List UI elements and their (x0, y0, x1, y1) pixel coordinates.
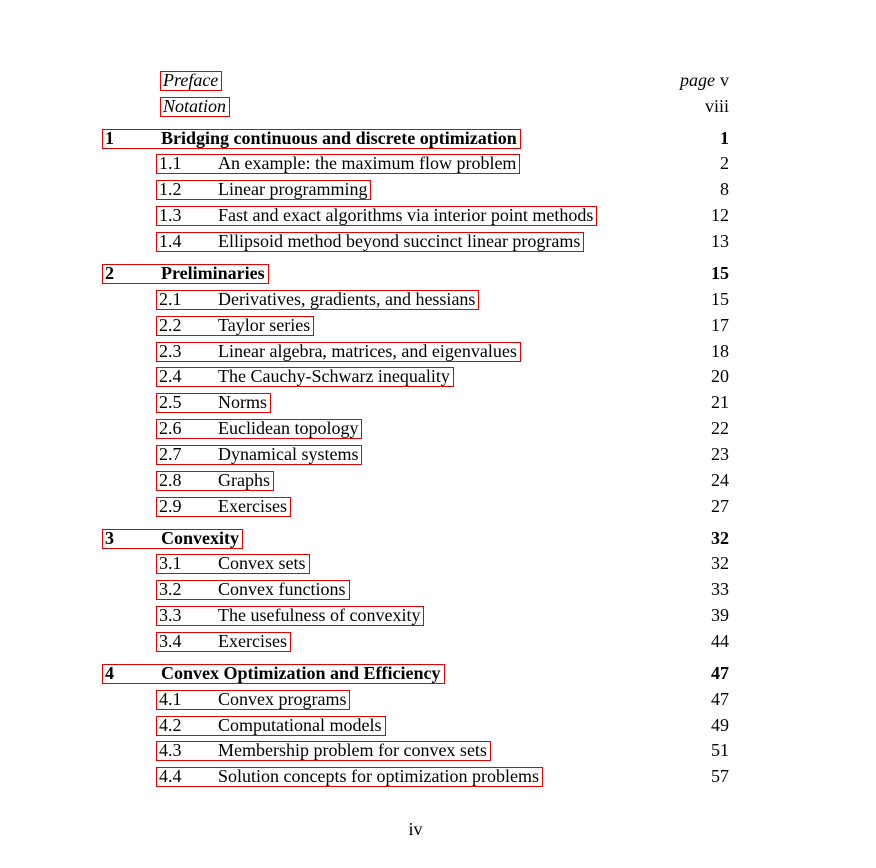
toc-entry-chapter-2 (102, 263, 729, 289)
page-number-value: v (720, 70, 729, 90)
page-number (711, 496, 729, 517)
section-number: 3.1 (159, 553, 182, 574)
page-number (711, 766, 729, 787)
section-title: Fast and exact algorithms via interior point methods (218, 205, 594, 226)
section-number: 2.7 (159, 444, 182, 465)
section-title: Computational models (218, 714, 382, 735)
toc-entry-label: Preface (163, 70, 219, 90)
chapter-title: Preliminaries (161, 262, 265, 283)
page-number-value: 32 (711, 527, 729, 548)
section-title: The usefulness of convexity (218, 605, 421, 626)
section-number: 2.4 (159, 366, 182, 387)
page-number-value: 39 (711, 605, 729, 626)
section-number: 4.2 (159, 714, 182, 735)
chapter-number: 1 (105, 127, 114, 148)
toc-link-section-3.4[interactable] (156, 632, 291, 652)
toc-entry-section-2.4 (102, 366, 729, 392)
section-title: Euclidean topology (218, 418, 359, 439)
section-number: 1.1 (159, 153, 182, 174)
toc-link-section-2.1[interactable] (156, 290, 479, 310)
section-number: 3.2 (159, 579, 182, 600)
chapter-number: 2 (105, 262, 114, 283)
section-number: 2.5 (159, 392, 182, 413)
section-title: Norms (218, 392, 267, 413)
page-number-value: 57 (711, 766, 729, 787)
page-number-value: 1 (720, 127, 729, 148)
toc-entry-section-3.3 (102, 605, 729, 631)
toc-entry-section-1.3 (102, 205, 729, 231)
toc-entry-section-2.7 (102, 444, 729, 470)
page-number-value: 20 (711, 366, 729, 387)
toc-link-notation[interactable] (160, 97, 230, 117)
section-title: Graphs (218, 469, 270, 490)
page-number (711, 579, 729, 600)
page-number (711, 605, 729, 626)
toc-link-section-2.9[interactable] (156, 497, 291, 517)
toc-entry-section-4.2 (102, 715, 729, 741)
section-number: 3.3 (159, 605, 182, 626)
toc-entry-section-2.1 (102, 289, 729, 315)
toc-link-section-2.7[interactable] (156, 445, 362, 465)
chapter-title: Bridging continuous and discrete optimization (161, 127, 517, 148)
toc-entry-label: Notation (163, 95, 227, 116)
section-number: 3.4 (159, 631, 182, 652)
page-word-label: page (680, 70, 715, 90)
section-number: 2.9 (159, 495, 182, 516)
section-number: 2.8 (159, 469, 182, 490)
toc-link-section-4.3[interactable] (156, 741, 491, 761)
section-number: 1.3 (159, 205, 182, 226)
toc-link-preface[interactable] (160, 71, 222, 91)
page-number-value: 27 (711, 495, 729, 516)
page-number-value: 23 (711, 444, 729, 465)
page-number (720, 128, 729, 149)
toc-link-section-2.2[interactable] (156, 316, 314, 336)
page-number-value: 24 (711, 469, 729, 490)
toc-link-section-2.8[interactable] (156, 471, 274, 491)
section-number: 2.3 (159, 340, 182, 361)
chapter-number: 4 (105, 662, 114, 683)
section-title: Linear algebra, matrices, and eigenvalues (218, 340, 517, 361)
toc-link-section-1.1[interactable] (156, 154, 520, 174)
toc-link-chapter-1[interactable] (102, 129, 521, 149)
section-title: Ellipsoid method beyond succinct linear programs (218, 231, 581, 252)
toc-link-section-2.6[interactable] (156, 419, 362, 439)
toc-link-section-4.2[interactable] (156, 716, 386, 736)
page-number (711, 528, 729, 549)
page-number (711, 205, 729, 226)
page-number-value: 8 (720, 179, 729, 200)
toc-entry-section-2.8 (102, 470, 729, 496)
page-number (711, 341, 729, 362)
page-folio: iv (408, 819, 423, 839)
toc-link-section-1.3[interactable] (156, 206, 597, 226)
toc-entry-section-1.2 (102, 179, 729, 205)
page-number (711, 631, 729, 652)
toc-entry-section-1.4 (102, 231, 729, 257)
toc-entry-section-2.6 (102, 418, 729, 444)
toc-link-section-3.2[interactable] (156, 580, 350, 600)
table-of-contents (102, 70, 729, 792)
section-title: Dynamical systems (218, 444, 359, 465)
section-number: 2.2 (159, 314, 182, 335)
toc-link-chapter-2[interactable] (102, 264, 269, 284)
page-number-value: 15 (711, 288, 729, 309)
section-title: Exercises (218, 631, 287, 652)
page-number (680, 70, 729, 91)
toc-link-section-1.4[interactable] (156, 232, 584, 252)
section-title: Linear programming (218, 179, 368, 200)
toc-entry-section-3.2 (102, 579, 729, 605)
section-number: 2.6 (159, 418, 182, 439)
section-title: Membership problem for convex sets (218, 740, 487, 761)
toc-entry-section-2.5 (102, 392, 729, 418)
section-title: An example: the maximum flow problem (218, 153, 517, 174)
page-number-value: 47 (711, 662, 729, 683)
chapter-number: 3 (105, 527, 114, 548)
page-number (720, 153, 729, 174)
toc-link-section-2.4[interactable] (156, 367, 454, 387)
page-number-value: 2 (720, 153, 729, 174)
toc-entry-section-1.1 (102, 153, 729, 179)
section-title: Convex functions (218, 579, 346, 600)
toc-link-section-3.1[interactable] (156, 554, 310, 574)
toc-entry-section-4.3 (102, 740, 729, 766)
page-number-value: 44 (711, 631, 729, 652)
section-title: Exercises (218, 495, 287, 516)
page-number (711, 231, 729, 252)
toc-link-section-3.3[interactable] (156, 606, 424, 626)
page-number (711, 315, 729, 336)
page-number-value: 49 (711, 714, 729, 735)
toc-entry-chapter-3 (102, 528, 729, 554)
chapter-title: Convexity (161, 527, 239, 548)
toc-entry-chapter-1 (102, 128, 729, 154)
toc-link-chapter-3[interactable] (102, 529, 243, 549)
page-number (711, 444, 729, 465)
page-number (711, 689, 729, 710)
toc-entry-chapter-4 (102, 663, 729, 689)
toc-entry-section-4.1 (102, 689, 729, 715)
section-number: 4.4 (159, 766, 182, 787)
page-number-value: 18 (711, 340, 729, 361)
section-number: 4.1 (159, 688, 182, 709)
toc-entry-section-3.4 (102, 631, 729, 657)
page-number-value: 17 (711, 314, 729, 335)
page-number-value: viii (704, 95, 729, 116)
section-title: Convex sets (218, 553, 306, 574)
section-number: 1.2 (159, 179, 182, 200)
page-number (711, 289, 729, 310)
page-number-value: 13 (711, 231, 729, 252)
page-number-value: 21 (711, 392, 729, 413)
page-footer (102, 819, 729, 840)
section-number: 4.3 (159, 740, 182, 761)
toc-link-section-4.4[interactable] (156, 767, 543, 787)
section-title: Taylor series (218, 314, 311, 335)
page-number (711, 740, 729, 761)
page-number-value: 12 (711, 205, 729, 226)
toc-link-section-1.2[interactable] (156, 180, 371, 200)
toc-link-section-2.3[interactable] (156, 342, 521, 362)
page-number (711, 418, 729, 439)
toc-link-section-2.5[interactable] (156, 393, 271, 413)
toc-entry-preface (102, 70, 729, 96)
page-number (711, 263, 729, 284)
toc-link-section-4.1[interactable] (156, 690, 350, 710)
page-number-value: 33 (711, 579, 729, 600)
chapter-title: Convex Optimization and Efficiency (161, 662, 441, 683)
section-number: 2.1 (159, 288, 182, 309)
page-number-value: 51 (711, 740, 729, 761)
page-number (711, 392, 729, 413)
toc-entry-section-4.4 (102, 766, 729, 792)
page-number-value: 47 (711, 688, 729, 709)
toc-entry-notation (102, 96, 729, 122)
section-number: 1.4 (159, 231, 182, 252)
page-number (711, 553, 729, 574)
section-title: The Cauchy-Schwarz inequality (218, 366, 450, 387)
section-title: Derivatives, gradients, and hessians (218, 288, 476, 309)
page-number-value: 15 (711, 262, 729, 283)
page-number (705, 96, 729, 117)
page-number (711, 366, 729, 387)
page-number (711, 715, 729, 736)
page-number-value: 22 (711, 418, 729, 439)
page-number (720, 179, 729, 200)
section-title: Solution concepts for optimization problems (218, 766, 539, 787)
page-number-value: 32 (711, 553, 729, 574)
toc-entry-section-2.2 (102, 315, 729, 341)
toc-entry-section-2.3 (102, 341, 729, 367)
toc-link-chapter-4[interactable] (102, 664, 445, 684)
toc-entry-section-3.1 (102, 553, 729, 579)
page-number (711, 470, 729, 491)
toc-entry-section-2.9 (102, 496, 729, 522)
section-title: Convex programs (218, 688, 347, 709)
page-number (711, 663, 729, 684)
